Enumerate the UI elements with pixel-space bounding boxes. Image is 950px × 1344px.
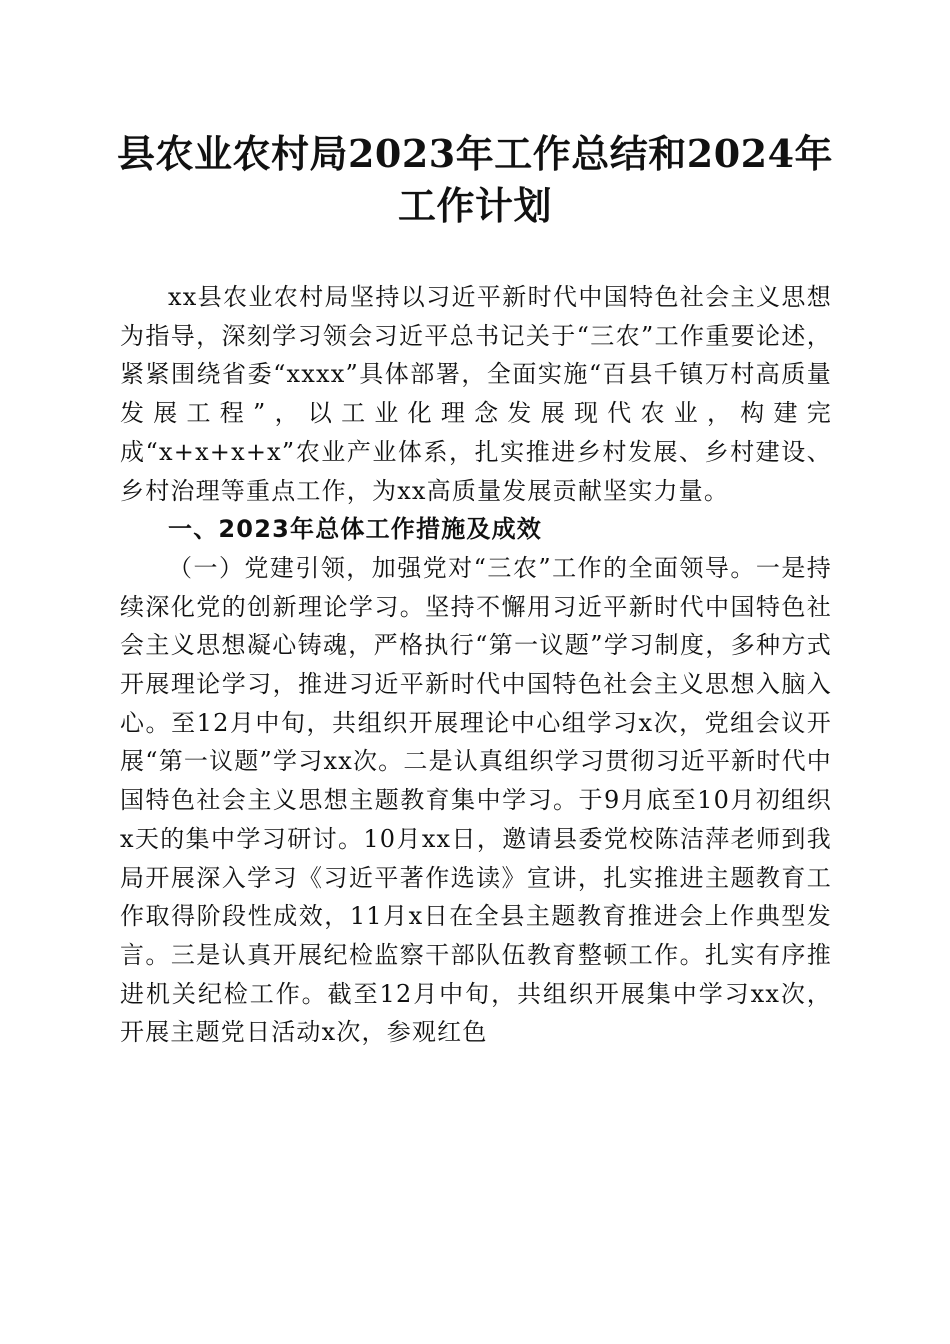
intro-paragraph: xx县农业农村局坚持以习近平新时代中国特色社会主义思想为指导，深刻学习领会习近平总书记关于“三农”工作重要论述，紧紧围绕省委“xxxx”具体部署，全面实施“百县千镇万村高质量发展工程”，以工业化理念发展现代农业，构建完成“x+x+x+x”农业产业体系，扎实推进乡村发展、乡村建设、乡村治理等重点工作，为xx高质量发展贡献坚实力量。 bbox=[120, 283, 832, 505]
document-title: 县农业农村局2023年工作总结和2024年工作计划 bbox=[116, 131, 834, 228]
section-paragraph: （一）党建引领，加强党对“三农”工作的全面领导。一是持续深化党的创新理论学习。坚持不懈用习近平新时代中国特色社会主义思想凝心铸魂，严格执行“第一议题”学习制度，多种方式开展理论学习，推进习近平新时代中国特色社会主义思想入脑入心。至12月中旬，共组织开展理论中心组学习x次，党组会议开展“第一议题”学习xx次。二是认真组织学习贯彻习近平新时代中国特色社会主义思想主题教育集中学习。于9月底至10月初组织x天的集中学习研讨。10月xx日，邀请县委党校陈洁萍老师到我局开展深入学习《习近平著作选读》宣讲，扎实推进主题教育工作取得阶段性成效，11月x日在全县主题教育推进会上作典型发言。三是认真开展纪检监察干部队伍教育整顿工作。扎实有序推进机关纪检工作。截至12月中旬，共组织开展集中学习xx次，开展主题党日活动x次，参观红色 bbox=[120, 553, 832, 1047]
section-heading: 一、2023年总体工作措施及成效 bbox=[168, 515, 542, 544]
document-body bbox=[120, 278, 832, 1052]
